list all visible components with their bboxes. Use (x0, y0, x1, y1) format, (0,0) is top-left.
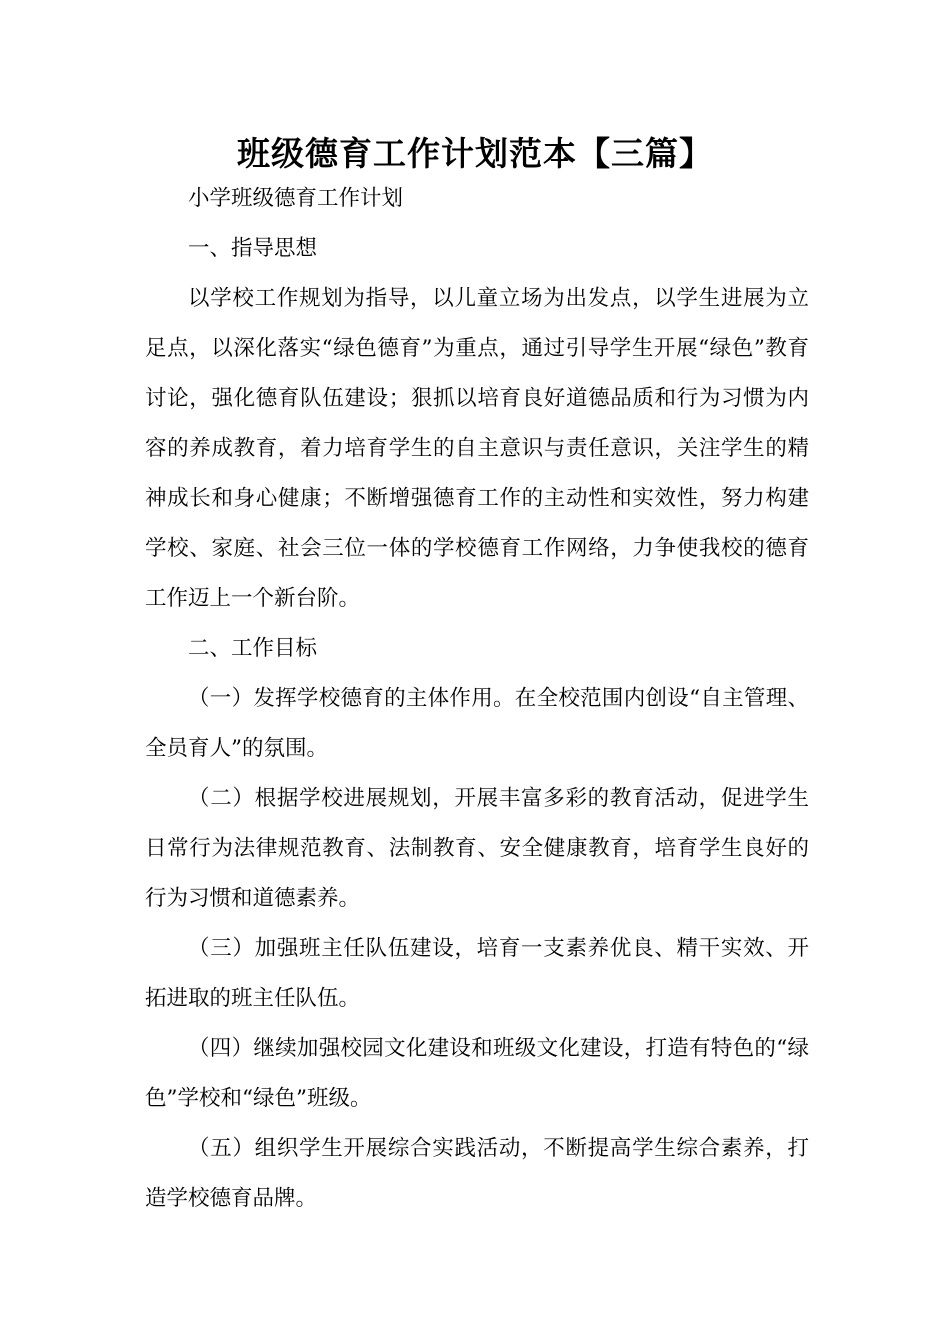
section-heading: 一、指导思想 (188, 236, 318, 261)
body-paragraph: （一）发挥学校德育的主体作用。在全校范围内创设“自主管理、全员育人”的氛围。 (145, 686, 809, 761)
document-title: 班级德育工作计划范本【三篇】 (237, 134, 713, 173)
section-heading: 小学班级德育工作计划 (188, 186, 404, 211)
body-paragraph: （三）加强班主任队伍建设，培育一支素养优良、精干实效、开拓进取的班主任队伍。 (145, 936, 809, 1011)
document-body (145, 174, 809, 1224)
body-paragraph: （二）根据学校进展规划，开展丰富多彩的教育活动，促进学生日常行为法律规范教育、法制教育、安全健康教育，培育学生良好的行为习惯和道德素养。 (145, 786, 809, 911)
body-paragraph: （四）继续加强校园文化建设和班级文化建设，打造有特色的“绿色”学校和“绿色”班级。 (145, 1036, 809, 1111)
body-paragraph: （五）组织学生开展综合实践活动，不断提高学生综合素养，打造学校德育品牌。 (145, 1136, 809, 1211)
section-heading: 二、工作目标 (188, 636, 318, 661)
body-paragraph: 以学校工作规划为指导，以儿童立场为出发点，以学生进展为立足点，以深化落实“绿色德育”为重点，通过引导学生开展“绿色”教育讨论，强化德育队伍建设；狠抓以培育良好道德品质和行为习惯为内容的养成教育，着力培育学生的自主意识与责任意识，关注学生的精神成长和身心健康；不断增强德育工作的主动性和实效性，努力构建学校、家庭、社会三位一体的学校德育工作网络，力争使我校的德育工作迈上一个新台阶。 (145, 286, 809, 611)
